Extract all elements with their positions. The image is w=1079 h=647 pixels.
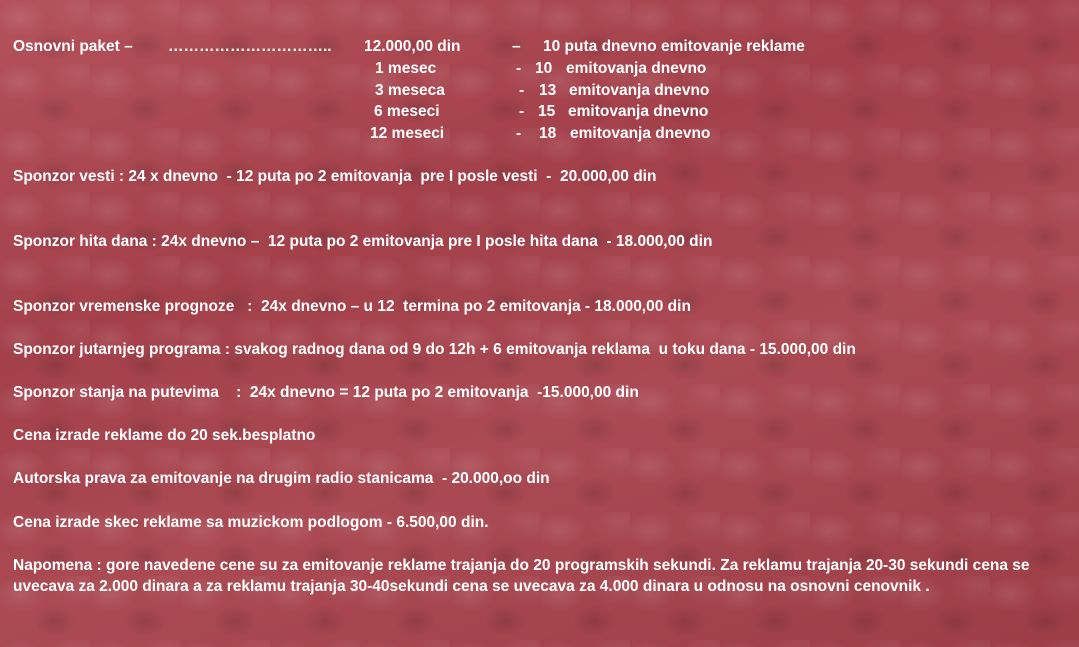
package-text: emitovanja dnevno xyxy=(566,60,707,77)
package-dash: - xyxy=(516,125,522,142)
package-period: 1 mesec xyxy=(375,60,437,77)
jingle-production-line: Cena izrade skec reklame sa muzickom podlogom - 6.500,00 din. xyxy=(13,514,489,531)
sponsor-weather-line: Sponzor vremenske prognoze : 24x dnevno – u 12 termina po 2 emitovanja - 18.000,00 din xyxy=(13,298,691,315)
sponsor-roads-line: Sponzor stanja na putevima : 24x dnevno = 12 puta po 2 emitovanja -15.000,00 din xyxy=(13,384,639,401)
copyright-line: Autorska prava za emitovanje na drugim radio stanicama - 20.000,oo din xyxy=(13,470,550,487)
package-count: 18 xyxy=(539,125,557,142)
package-dash: - xyxy=(519,103,525,120)
basic-package-note: 10 puta dnevno emitovanje reklame xyxy=(543,38,805,55)
ad-production-line: Cena izrade reklame do 20 sek.besplatno xyxy=(13,427,316,444)
package-period: 3 meseca xyxy=(375,82,445,99)
sponsor-morning-line: Sponzor jutarnjeg programa : svakog radnog dana od 9 do 12h + 6 emitovanja reklama u toku dana - 15.000,00 din xyxy=(13,341,856,358)
package-count: 10 xyxy=(535,60,553,77)
package-text: emitovanja dnevno xyxy=(569,82,710,99)
sponsor-news-line: Sponzor vesti : 24 x dnevno - 12 puta po 2 emitovanja pre I posle vesti - 20.000,00 din xyxy=(13,168,657,185)
package-count: 15 xyxy=(538,103,556,120)
basic-package-dash: – xyxy=(512,38,521,55)
basic-package-dots: ………………………….. xyxy=(168,38,332,55)
package-dash: - xyxy=(516,60,522,77)
package-text: emitovanja dnevno xyxy=(570,125,711,142)
sponsor-hit-line: Sponzor hita dana : 24x dnevno – 12 puta po 2 emitovanja pre I posle hita dana - 18.000,00 din xyxy=(13,233,713,250)
package-period: 6 meseci xyxy=(374,103,440,120)
basic-package-label: Osnovni paket – xyxy=(13,38,133,55)
package-period: 12 meseci xyxy=(370,125,445,142)
basic-package-price: 12.000,00 din xyxy=(364,38,461,55)
package-count: 13 xyxy=(539,82,557,99)
package-text: emitovanja dnevno xyxy=(568,103,709,120)
package-dash: - xyxy=(519,82,525,99)
pricing-note: Napomena : gore navedene cene su za emitovanje reklame trajanja do 20 programskih sekundi. Za reklamu trajanja 20-30 sekundi cena se uvecava za 2.000 dinara a za reklamu trajanja 30-40sekundi cena se uvecava za 4.000 dinara u odnosu na osnovni cenovnik . xyxy=(13,557,1030,595)
